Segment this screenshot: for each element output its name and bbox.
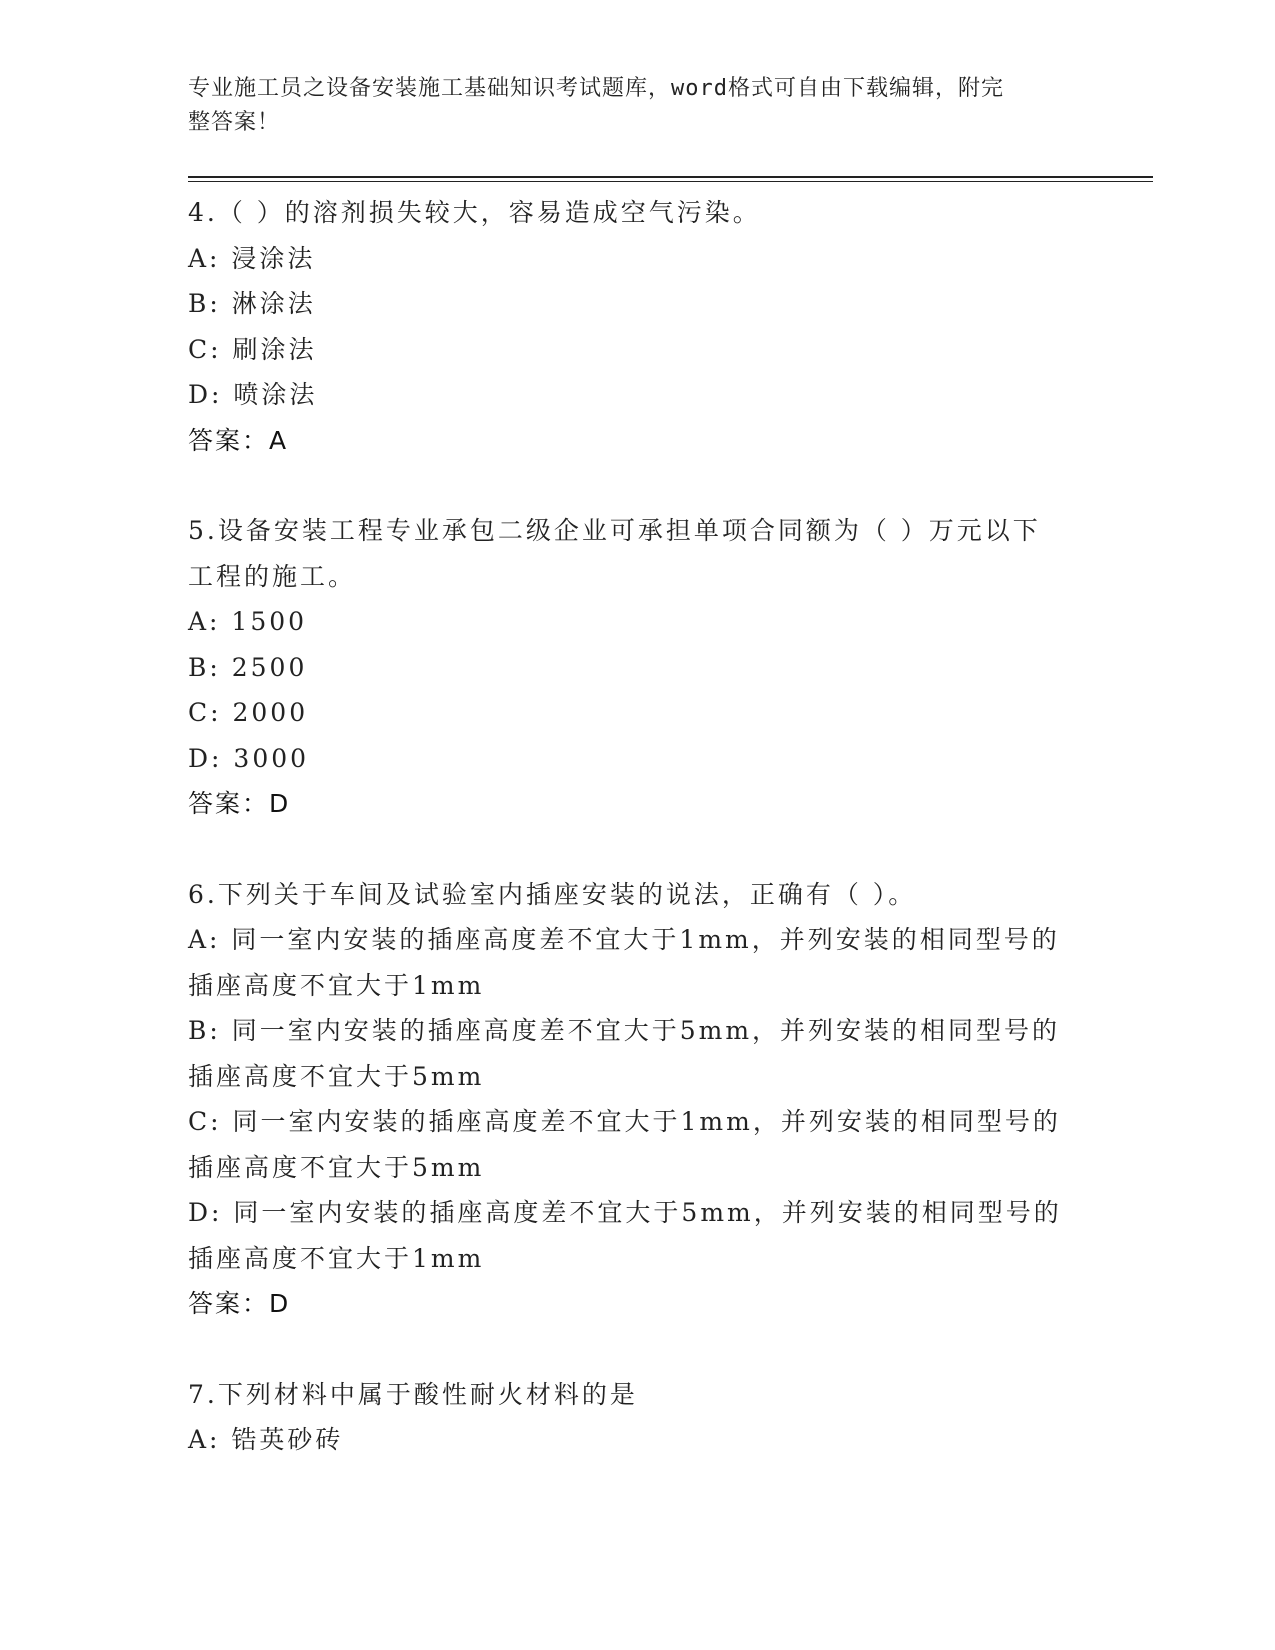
answer-option: A: 浸涂法 (188, 243, 316, 273)
answer-option: 插座高度不宜大于1mm (188, 970, 485, 1000)
question-block (188, 1372, 1078, 1463)
answer-option: C: 刷涂法 (188, 334, 317, 364)
answer-option: C: 同一室内安装的插座高度差不宜大于1mm，并列安装的相同型号的 (188, 1107, 1061, 1136)
question-stem: 4.（ ）的溶剂损失较大，容易造成空气污染。 (188, 198, 761, 227)
answer-option: D: 同一室内安装的插座高度差不宜大于5mm，并列安装的相同型号的 (188, 1198, 1062, 1227)
question-stem: 6.下列关于车间及试验室内插座安装的说法，正确有（ ）。 (188, 879, 917, 909)
document-header (188, 72, 1068, 140)
header-divider-thin (188, 181, 1153, 182)
answer-option: D: 喷涂法 (188, 380, 318, 409)
answer-option: C: 2000 (188, 698, 309, 727)
question-stem: 工程的施工。 (188, 561, 357, 591)
correct-answer: 答案：D (188, 1289, 291, 1318)
answer-option: B: 同一室内安装的插座高度差不宜大于5mm，并列安装的相同型号的 (188, 1016, 1061, 1045)
answer-option: D: 3000 (188, 743, 310, 773)
question-stem: 5.设备安装工程专业承包二级企业可承担单项合同额为（ ）万元以下 (188, 516, 1041, 545)
answer-option: B: 淋涂法 (188, 289, 316, 318)
question-stem: 7.下列材料中属于酸性耐火材料的是 (188, 1379, 638, 1409)
answer-option: 插座高度不宜大于5mm (188, 1061, 485, 1091)
header-line-2: 整答案！ (188, 110, 281, 135)
header-divider-thick (188, 176, 1153, 178)
question-block (188, 508, 1078, 827)
correct-answer: 答案：A (188, 425, 289, 455)
question-block (188, 872, 1078, 1327)
answer-option: A: 1500 (188, 607, 308, 636)
answer-option: A: 同一室内安装的插座高度差不宜大于1mm，并列安装的相同型号的 (188, 925, 1060, 954)
answer-option: 插座高度不宜大于5mm (188, 1152, 485, 1182)
answer-option: A: 锆英砂砖 (188, 1425, 344, 1454)
answer-option: B: 2500 (188, 652, 308, 682)
header-line-1: 专业施工员之设备安装施工基础知识考试题库，word格式可自由下载编辑，附完 (188, 76, 1004, 101)
question-list (188, 190, 1078, 1508)
correct-answer: 答案：D (188, 789, 291, 818)
answer-option: 插座高度不宜大于1mm (188, 1243, 485, 1273)
question-block (188, 190, 1078, 463)
